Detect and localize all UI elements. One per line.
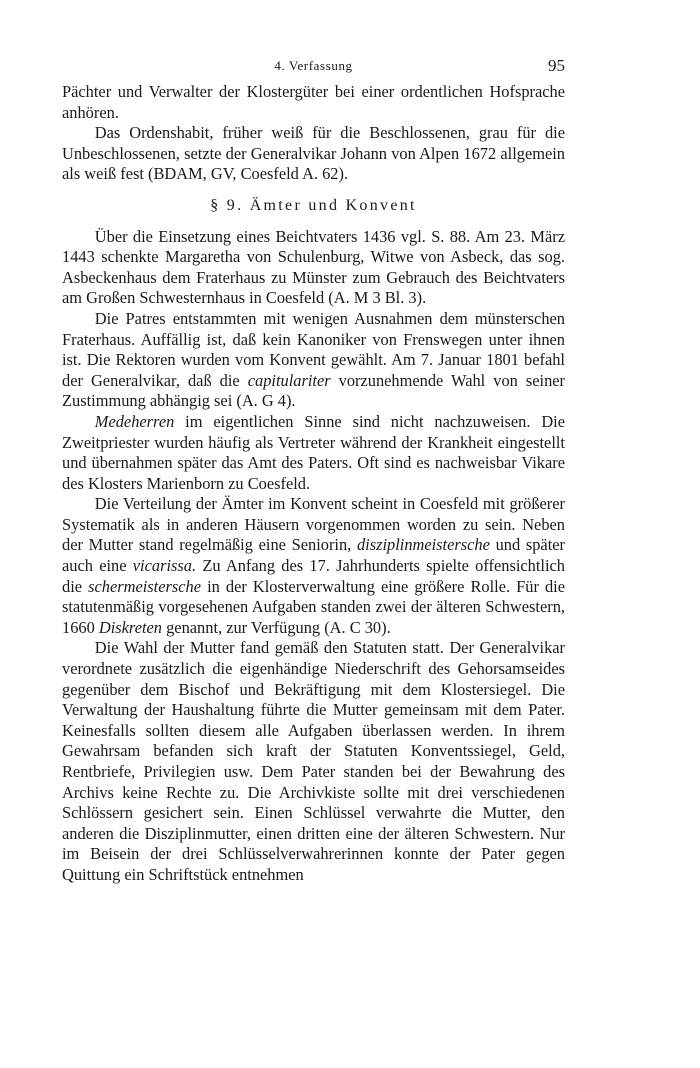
paragraph-beichtvater <box>62 227 565 309</box>
text-run: im eigentlichen Sinne sind nicht nachzuweisen. Die Zweitpriester wurden häufig als Vertreter während der Krankheit eingestellt und übernahmen später das Amt des Paters. Oft sind es nachweisbar Vikare des Klosters Marienborn zu Coesfeld. <box>62 411 565 493</box>
italic-term: disziplinmeistersche <box>356 535 490 555</box>
page-number: 95 <box>548 56 565 75</box>
text-run: Das Ordenshabit, früher weiß für die Beschlossenen, grau für die Unbeschlossenen, setzte der Generalvikar Johann von Alpen 1672 allgemein als weiß fest (BDAM, GV, Coesfeld A. 62). <box>62 123 565 184</box>
italic-term: vicarissa. <box>132 556 197 576</box>
section-heading: § 9. Ämter und Konvent <box>210 196 417 214</box>
text-run: Die Patres entstammten mit wenigen Ausnahmen dem münsterschen Fraterhaus. Auffällig ist, daß kein Kanoniker von Frenswegen unter ihnen ist. Die Rektoren wurden vom Konvent gewählt. Am 7. Januar 1801 befahl der Generalvikar, daß die <box>62 308 565 390</box>
italic-term: capitulariter <box>247 370 331 390</box>
paragraph-wahl-der-mutter <box>62 638 565 885</box>
text-run: genannt, zur Verfügung (A. C 30). <box>162 617 391 637</box>
text-run: vorzunehmende Wahl von seiner Zustimmung abhängig sei (A. G 4). <box>62 370 565 411</box>
text-run: Die Wahl der Mutter fand gemäß den Statuten statt. Der Generalvikar verordnete zusätzlich die eigenhändige Niederschrift des Gehorsamseides gegenüber dem Bischof und Bekräftigung mit dem Klostersiegel. Die Verwaltung der Haushaltung führte die Mutter gemeinsam mit dem Pater. Keinesfalls sollten diesem alle Aufgaben überlassen werden. In ihrem Gewahrsam befanden sich kraft der Statuten Konventssiegel, Geld, Rentbriefe, Privilegien usw. Dem Pater standen bei der Bewahrung des Archivs keine Rechte zu. Die Archivkiste sollte mit drei verschiedenen Schlössern gesichert sein. Einen Schlüssel verwahrte die Mutter, den anderen die Disziplinmutter, einen dritten eine der älteren Schwestern. Nur im Beisein der drei Schlüsselverwahrerinnen konnte der Pater gegen Quittung ein Schriftstück entnehmen <box>62 638 565 884</box>
text-run: und später auch eine <box>62 535 565 576</box>
paragraph-patres <box>62 309 565 412</box>
text-run: in der Klosterverwaltung eine größere Rolle. Für die statutenmäßig vorgesehenen Aufgaben standen zwei der älteren Schwestern, 1660 <box>62 576 566 637</box>
italic-term: schermeistersche <box>88 576 201 596</box>
paragraph-medeherren <box>62 412 565 494</box>
paragraph-ordenshabit <box>62 123 565 185</box>
text-run: Die Verteilung der Ämter im Konvent scheint in Coesfeld mit größerer Systematik als in anderen Häusern vorgenommen worden zu sein. Neben der Mutter stand regelmäßig eine Seniorin, <box>62 494 565 555</box>
text-run: Über die Einsetzung eines Beichtvaters 1436 vgl. S. 88. Am 23. März 1443 schenkte Margaretha von Schulenburg, Witwe von Asbeck, das sog. Asbeckenhaus dem Fraterhaus zu Münster zum Gebrauch des Beichtvaters am Großen Schwesternhaus in Coesfeld (A. M 3 Bl. 3). <box>62 226 565 308</box>
italic-term: Diskreten <box>98 617 163 637</box>
paragraph-continuation <box>62 82 565 123</box>
text-run: Zu Anfang des 17. Jahrhunderts spielte offensichtlich die <box>62 556 566 596</box>
book-page <box>62 56 565 886</box>
running-head <box>62 56 565 82</box>
body-text <box>62 82 565 886</box>
running-title: 4. Verfassung <box>274 58 353 73</box>
italic-term: Medeherren <box>94 411 175 431</box>
paragraph-aemter <box>62 494 565 638</box>
text-run: Pächter und Verwalter der Klostergüter bei einer ordentlichen Hofsprache anhören. <box>62 82 565 122</box>
